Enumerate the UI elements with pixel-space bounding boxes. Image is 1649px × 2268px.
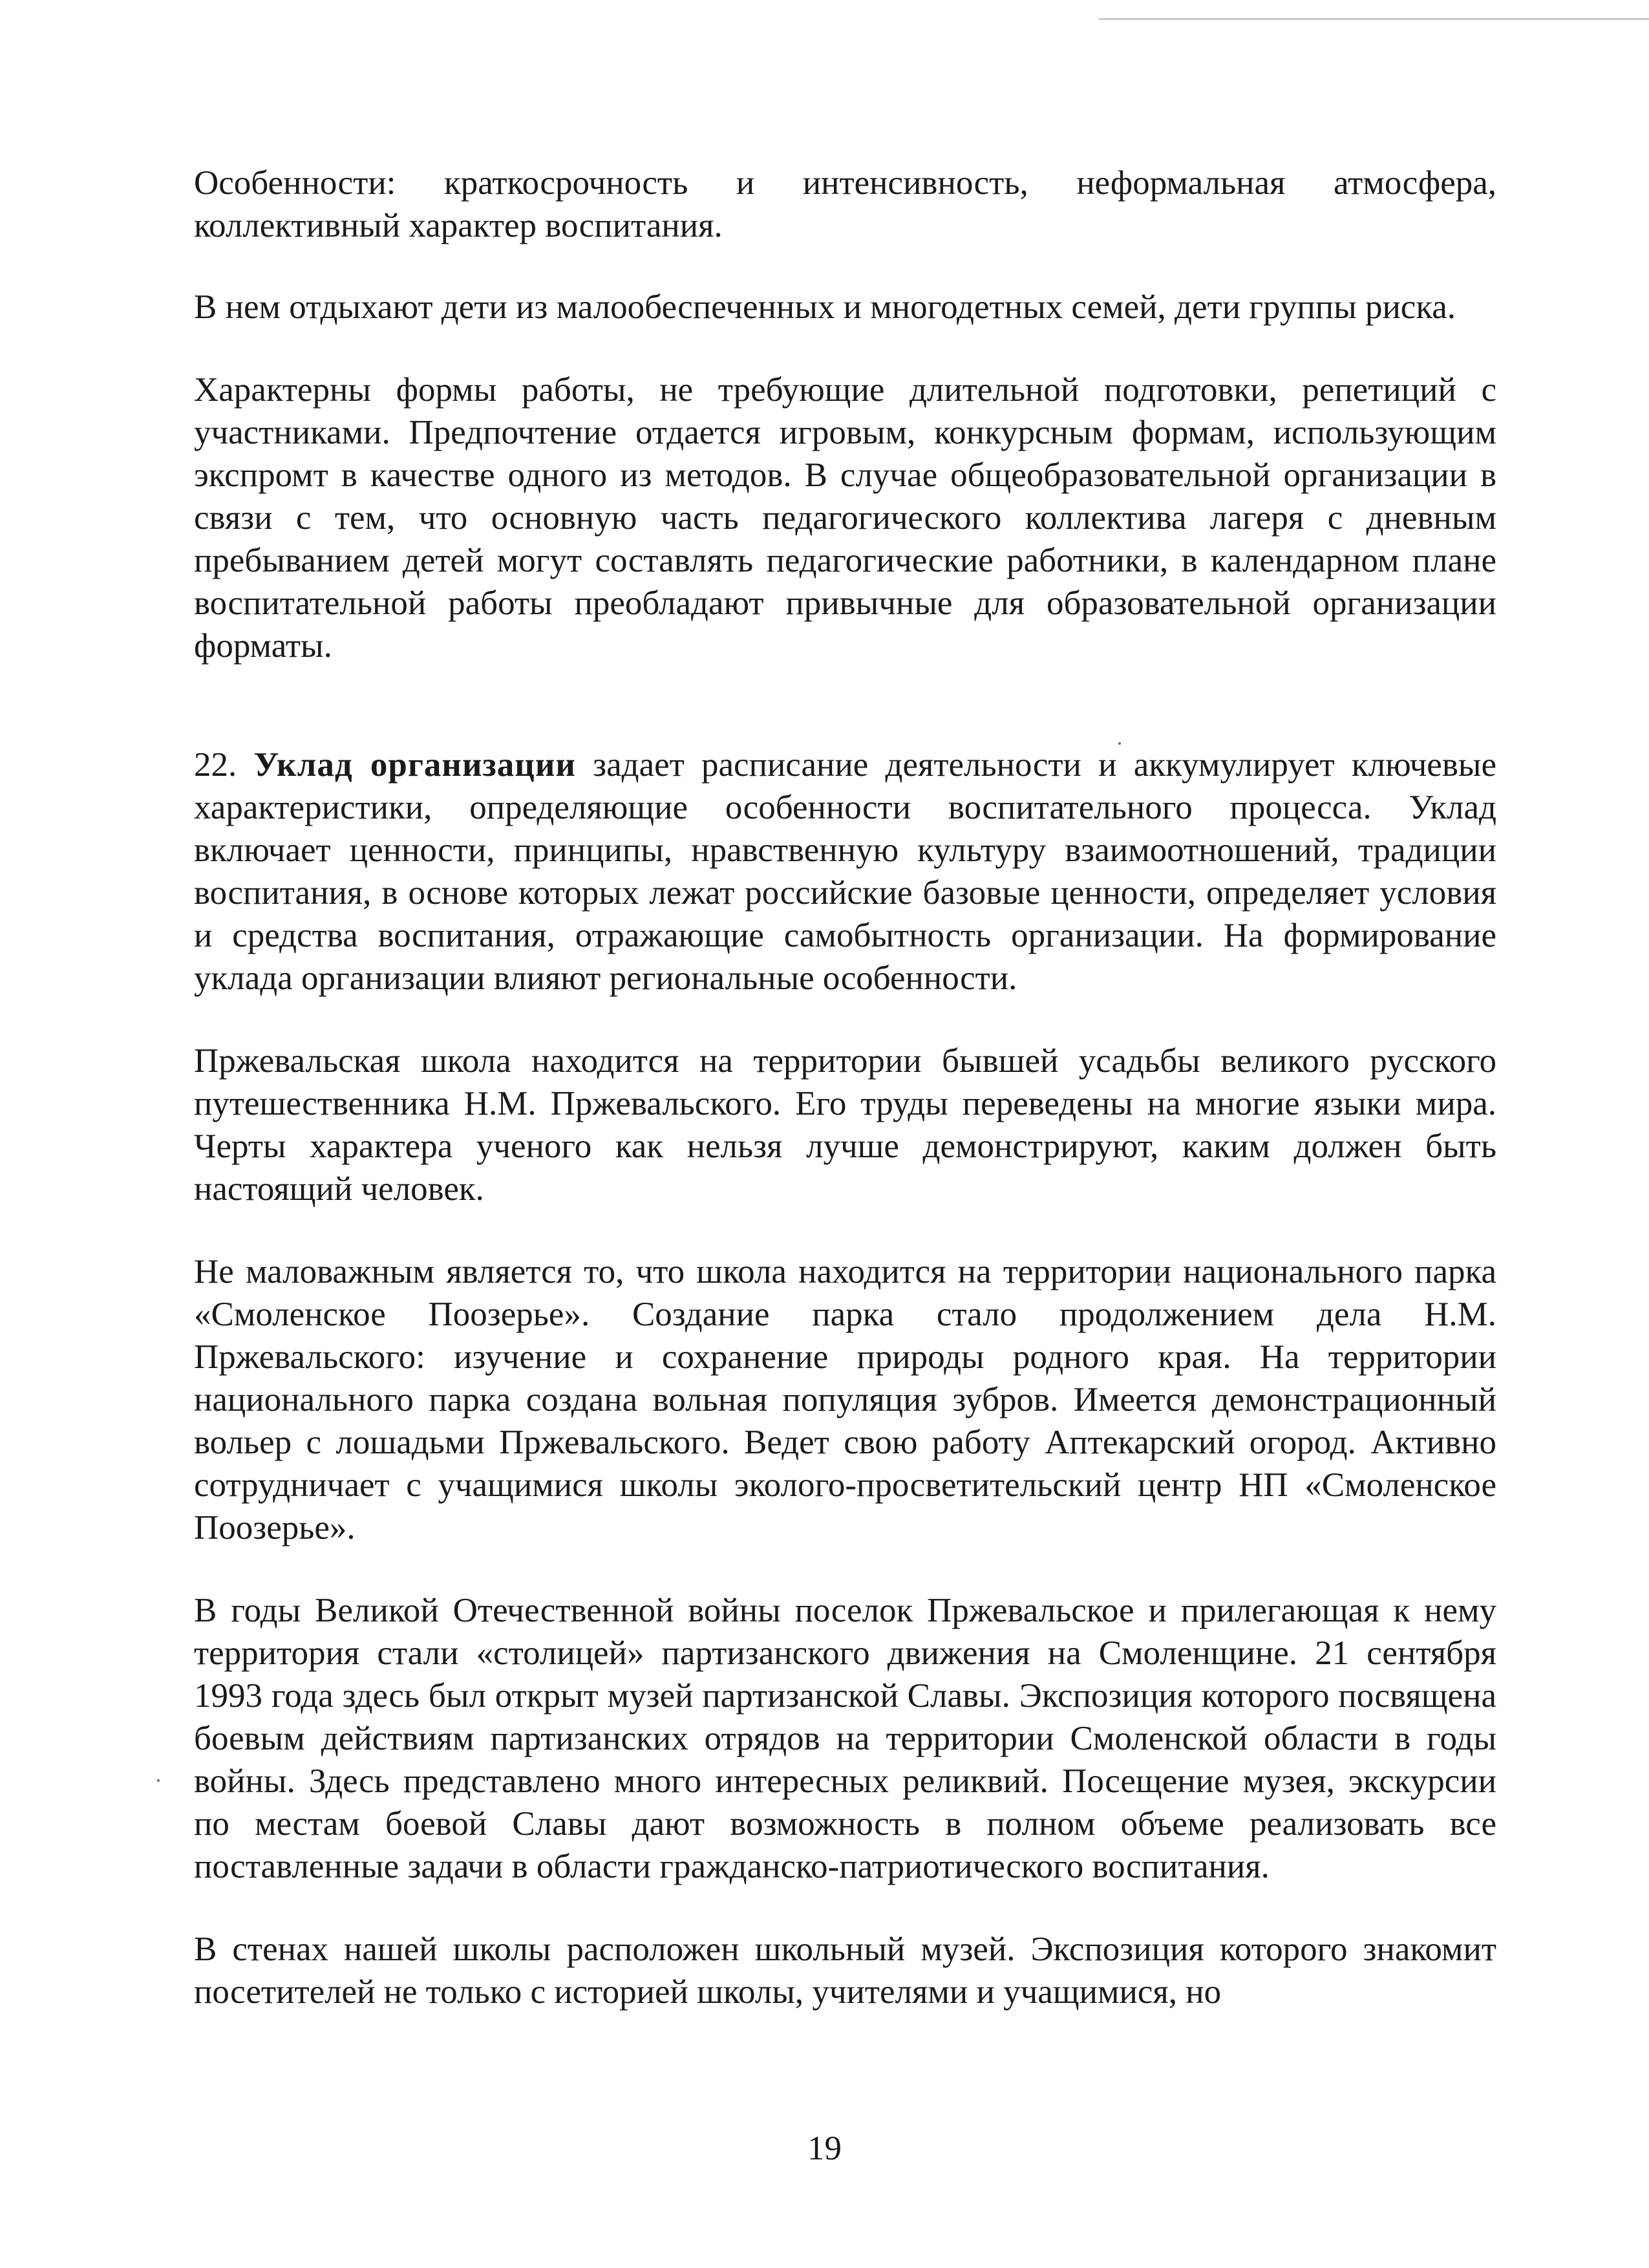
- paragraph-features: Особенности: краткосрочность и интенсивность, неформальная атмосфера, коллективный характер воспитания.: [194, 164, 1496, 244]
- paragraph-children: В нем отдыхают дети из малообеспеченных и многодетных семей, дети группы риска.: [194, 288, 1456, 326]
- scan-speck: [157, 1779, 160, 1782]
- scan-edge-line: [1099, 18, 1649, 20]
- section-number: 22.: [194, 746, 237, 784]
- section-text: задает расписание деятельности и аккумулирует ключевые характеристики, определяющие особенности воспитательного процесса. Уклад включает ценности, принципы, нравственную культуру взаимоотношений, традиции воспитания, в основе которых лежат российские базовые ценности, определяет условия и средства воспитания, отражающие самобытность организации. На формирование уклада организации влияют региональные особенности.: [194, 746, 1496, 997]
- paragraph-national-park: Не маловажным является то, что школа находится на территории национального парка «Смоленское Поозерье». Создание парка стало продолжением дела Н.М. Пржевальского: изучение и сохранение природы родного края. На территории национального парка создана вольная популяция зубров. Имеется демонстрационный вольер с лошадьми Пржевальского. Ведет свою работу Аптекарский огород. Активно сотрудничает с учащимися школы эколого-просветительский центр НП «Смоленское Поозерье».: [194, 1253, 1496, 1546]
- paragraph-przhevalsky-school: Пржевальская школа находится на территории бывшей усадьбы великого русского путешественника Н.М. Пржевальского. Его труды переведены на многие языки мира. Черты характера ученого как нельзя лучше демонстрируют, каким должен быть настоящий человек.: [194, 1042, 1496, 1208]
- document-page: [194, 162, 1496, 2013]
- section-heading: Уклад организации: [253, 746, 576, 784]
- paragraph-school-museum: В стенах нашей школы расположен школьный музей. Экспозиция которого знакомит посетителей не только с историей школы, учителями и учащимися, но: [194, 1931, 1496, 2011]
- page-number: 19: [807, 2130, 842, 2167]
- paragraph-war-history: В годы Великой Отечественной войны поселок Пржевальское и прилегающая к нему территория стали «столицей» партизанского движения на Смоленщине. 21 сентября 1993 года здесь был открыт музей партизанской Славы. Экспозиция которого посвящена боевым действиям партизанских отрядов на территории Смоленской области в годы войны. Здесь представлено много интересных реликвий. Посещение музея, экскурсии по местам боевой Славы дают возможность в полном объеме реализовать все поставленные задачи в области гражданско-патриотического воспитания.: [194, 1592, 1496, 1885]
- paragraph-work-forms: Характерны формы работы, не требующие длительной подготовки, репетиций с участниками. Предпочтение отдается игровым, конкурсным формам, использующим экспромт в качестве одного из методов. В случае общеобразовательной организации в связи с тем, что основную часть педагогического коллектива лагеря с дневным пребыванием детей могут составлять педагогические работники, в календарном плане воспитательной работы преобладают привычные для образовательной организации форматы.: [194, 371, 1496, 665]
- paragraph-organization-structure: [194, 744, 1496, 1000]
